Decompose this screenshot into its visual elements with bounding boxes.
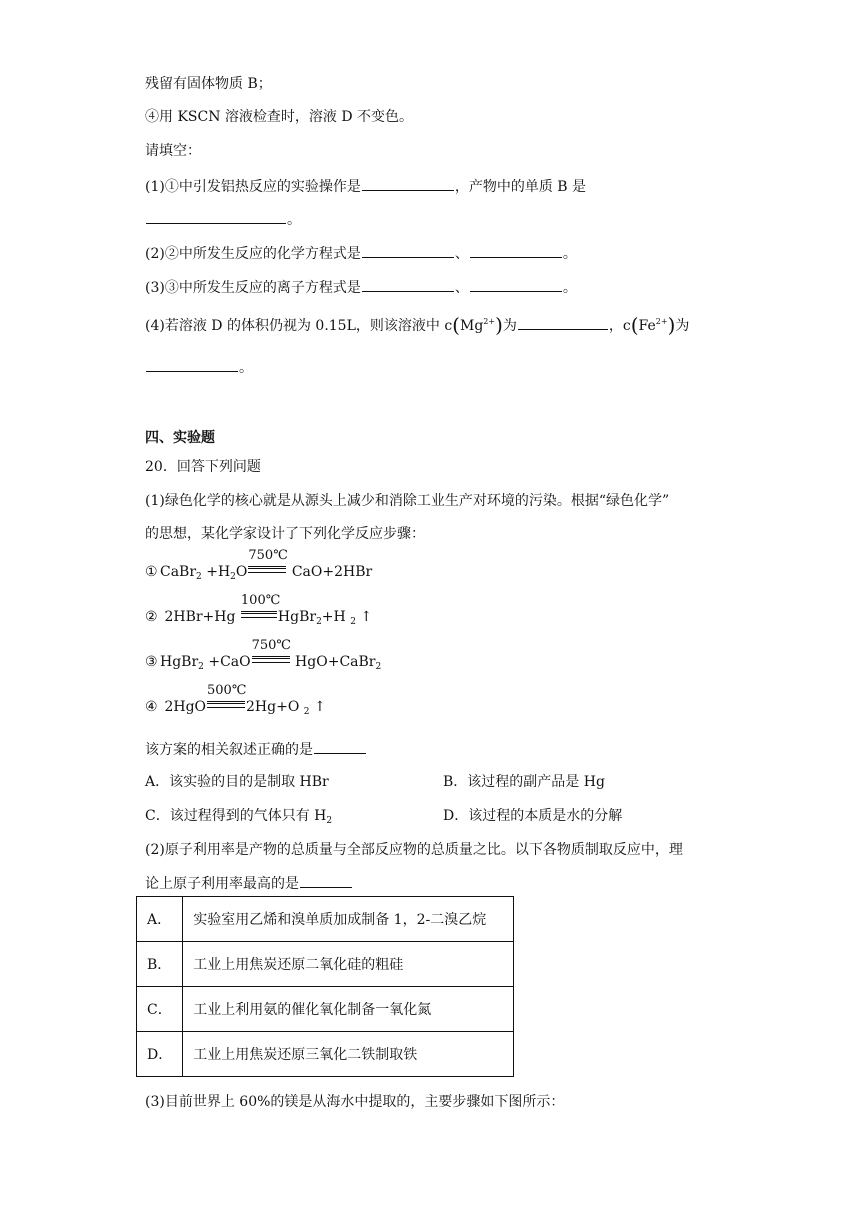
question-3-sep: 、 <box>454 280 469 296</box>
reaction-arrow <box>207 683 247 717</box>
text-line-residue: 残留有固体物质 B； <box>145 76 272 92</box>
question-20-p1-line2: 的思想，某化学家设计了下列化学反应步骤： <box>145 526 425 542</box>
option-key: D． <box>137 1032 183 1077</box>
option-key: C． <box>137 987 183 1032</box>
answer-blank-20-1[interactable] <box>314 739 366 754</box>
text-line-kscn: ④用 KSCN 溶液检查时，溶液 D 不变色。 <box>145 109 414 125</box>
answer-blank-2a[interactable] <box>362 243 454 258</box>
reaction-arrow <box>251 638 291 672</box>
answer-blank-4a[interactable] <box>518 315 608 330</box>
reaction-condition: 500℃ <box>207 683 247 698</box>
reaction-arrow <box>240 593 281 627</box>
reaction-4: ④ 2HgO 500℃ 2Hg+O $_2$ ↑ <box>145 683 326 717</box>
question-1-text-b: ，产物中的单质 B 是 <box>454 179 587 195</box>
question-1-line <box>145 176 586 197</box>
section-heading: 四、实验题 <box>145 430 215 446</box>
question-2-period: 。 <box>562 246 577 262</box>
question-4-line-2: 。 <box>145 357 253 378</box>
table-row[interactable] <box>137 1032 514 1077</box>
reaction-2: ② 2HBr+Hg 100℃ HgBr$_2$+H $_2$ ↑ <box>145 593 373 627</box>
answer-blank-1a[interactable] <box>362 176 454 191</box>
option-text: 工业上利用氨的催化氧化制备一氧化氮 <box>183 987 514 1032</box>
question-4-line: (4)若溶液 D 的体积仍视为 0.15L，则该溶液中 $c(Mg^{2+})$为 ，$c(Fe^{2+})$为 <box>145 313 690 337</box>
fe-ion: Fe <box>638 318 656 334</box>
text-line-fill-in: 请填空： <box>145 143 201 159</box>
question-20-3-stem: (3)目前世界上 60%的镁是从海水中提取的，主要步骤如下图所示： <box>145 1094 565 1110</box>
question-3-period: 。 <box>562 280 577 296</box>
options-table <box>136 896 514 1077</box>
answer-blank-2b[interactable] <box>470 243 562 258</box>
question-2-sep: 、 <box>454 246 469 262</box>
reaction-number: ③ <box>145 654 158 670</box>
option-B[interactable]: B．该过程的副产品是 Hg <box>443 774 605 790</box>
question-20-2-line1: (2)原子利用率是产物的总质量与全部反应物的总质量之比。以下各物质制取反应中，理 <box>145 842 683 858</box>
question-3-text: (3)③中所发生反应的离子方程式是 <box>145 280 361 296</box>
table-row[interactable] <box>137 942 514 987</box>
reaction-number: ④ <box>145 699 158 715</box>
question-3-line <box>145 277 577 298</box>
question-1-text: (1)①中引发铝热反应的实验操作是 <box>145 179 361 195</box>
question-2-line <box>145 243 577 264</box>
option-text: 实验室用乙烯和溴单质加成制备 1，2-二溴乙烷 <box>183 897 514 942</box>
reaction-arrow <box>248 548 288 582</box>
question-20-2-line2: 论上原子利用率最高的是 <box>145 873 353 894</box>
answer-blank-4b[interactable] <box>146 357 238 372</box>
mg-ion: Mg <box>459 318 484 334</box>
reaction-condition: 750℃ <box>248 548 288 563</box>
question-20-1-stem: 该方案的相关叙述正确的是 <box>145 739 367 760</box>
option-text: 工业上用焦炭还原三氧化二铁制取铁 <box>183 1032 514 1077</box>
answer-blank-3a[interactable] <box>362 277 454 292</box>
answer-blank-1b[interactable] <box>146 209 286 224</box>
question-20-p1-line1: (1)绿色化学的核心就是从源头上减少和消除工业生产对环境的污染。根据“绿色化学” <box>145 493 670 509</box>
reaction-condition: 750℃ <box>251 638 291 653</box>
option-D[interactable]: D．该过程的本质是水的分解 <box>443 808 623 824</box>
option-key: B． <box>137 942 183 987</box>
option-key: A． <box>137 897 183 942</box>
option-C[interactable]: C．该过程得到的气体只有 $H_2$ <box>145 808 333 826</box>
option-A[interactable]: A．该实验的目的是制取 HBr <box>145 774 329 790</box>
question-20-title: 20．回答下列问题 <box>145 459 261 475</box>
option-text: 工业上用焦炭还原二氧化硅的粗硅 <box>183 942 514 987</box>
question-1-line-2 <box>145 209 301 230</box>
reaction-1: ① CaBr$_2$ $+H_2O$ 750℃ CaO+2HBr <box>145 548 373 582</box>
question-4-text: (4)若溶液 D 的体积仍视为 0.15L，则该溶液中 c <box>145 318 453 334</box>
question-1-period: 。 <box>287 212 301 228</box>
reaction-number: ② <box>145 609 158 625</box>
table-row[interactable] <box>137 897 514 942</box>
question-2-text: (2)②中所发生反应的化学方程式是 <box>145 246 361 262</box>
answer-blank-20-2[interactable] <box>300 873 352 888</box>
reaction-number: ① <box>145 564 158 580</box>
table-row[interactable] <box>137 987 514 1032</box>
reaction-3: ③ HgBr$_2$ +CaO 750℃ HgO+CaBr$_2$ <box>145 638 382 672</box>
reaction-condition: 100℃ <box>240 593 281 608</box>
answer-blank-3b[interactable] <box>470 277 562 292</box>
